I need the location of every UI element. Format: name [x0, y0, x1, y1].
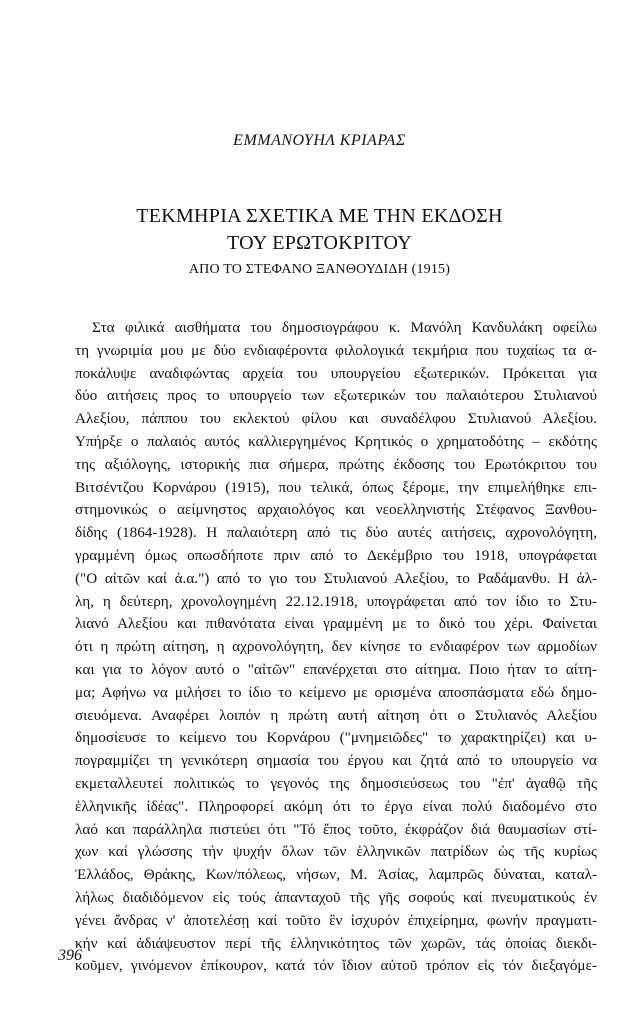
- body-line: Ἑλλάδος, Θράκης, Κων/πόλεως, νήσων, Μ. Ἀσίας, λαμπρῶς δύναται, καταλ-: [75, 866, 597, 884]
- body-line: κοῦμεν, γινόμενον ἐπίκουρον, κατά τόν ἴδιον αὐτοῦ τρόπον εἰς τόν διεξαγόμε-: [75, 957, 597, 975]
- body-line: της αξιόλογης, ιστορικής πια σήμερα, πρώτης έκδοσης του Ερωτόκριτου του: [75, 455, 597, 473]
- body-line: λαό και παράλληλα πιστεύει ότι "Τό ἔπος τοῦτο, ἐκφράζον διά θαυμασίων στί-: [75, 820, 597, 838]
- article-title: [0, 203, 639, 257]
- body-line: Υπήρξε ο παλαιός αυτός καλλιεργημένος Κρητικός ο χρηματοδότης – εκδότης: [75, 432, 597, 450]
- body-line: μα; Αφήνω να μιλήσει το ίδιο το κείμενο με ορισμένα αποσπάσματα εδώ δημο-: [75, 683, 597, 701]
- body-line: γραμμένη όμως οπωσδήποτε πριν από το Δεκέμβριο του 1918, υπογράφεται: [75, 546, 597, 564]
- body-line: δύο αιτήσεις προς το υπουργείο των εξωτερικών του παλαιότερου Στυλιανού: [75, 387, 597, 405]
- body-line: Βιτσέντζου Κορνάρου (1915), που τελικά, όπως ξέρομε, την επιμελήθηκε επι-: [75, 478, 597, 496]
- article-subtitle: ΑΠΟ ΤΟ ΣΤΕΦΑΝΟ ΞΑΝΘΟΥΔΙΔΗ (1915): [188, 262, 451, 277]
- body-line: ότι η πρώτη αίτηση, η αχρονολόγητη, δεν κίνησε το ενδιαφέρον των αρμοδίων: [75, 638, 597, 656]
- page-number: 396: [58, 947, 82, 964]
- body-paragraph: [75, 317, 597, 978]
- body-line: ("Ο αἰτῶν καί ἀ.α.") από το γιο του Στυλιανού Αλεξίου, το Ραδάμανθυ. Η άλ-: [75, 569, 597, 587]
- body-line: λιανό Αλεξίου και πιθανότατα είναι γραμμένη με το δικό του χέρι. Φαίνεται: [75, 615, 597, 633]
- title-line-1: ΤΕΚΜΗΡΙΑ ΣΧΕΤΙΚΑ ΜΕ ΤΗΝ ΕΚΔΟΣΗ: [136, 205, 503, 227]
- body-line: λη, η δεύτερη, χρονολογημένη 22.12.1918, υπογράφεται από τον ίδιο το Στυ-: [75, 592, 597, 610]
- body-line: πογραμμίζει τη γενικότερη σημασία του έργου και ζητά από το υπουργείο να: [75, 752, 597, 770]
- author-name: ΕΜΜΑΝΟΥΗΛ ΚΡΙΑΡΑΣ: [233, 132, 406, 149]
- body-line: τη γνωριμία μου με δύο ενδιαφέροντα φιλολογικά τεκμήρια που τυχαίως τα α-: [75, 341, 597, 359]
- body-line: δίδης (1864-1928). Η παλαιότερη από τις δύο αυτές αιτήσεις, αχρονολόγητη,: [75, 524, 597, 542]
- body-line: δημοσίευσε το κείμενο του Κορνάρου ("μνημειῶδες" το χαρακτηρίζει) και υ-: [75, 729, 597, 747]
- body-line: σιευόμενα. Αναφέρει λοιπόν η πρώτη αυτή αίτηση ότι ο Στυλιανός Αλεξίου: [75, 706, 597, 724]
- body-line: ποκάλυψε αναδιφώντας αρχεία του υπουργείου εξωτερικών. Πρόκειται για: [75, 364, 597, 382]
- body-line: χων καί γλώσσης τήν ψυχήν ὅλων τῶν ἑλληνικῶν πατρίδων ὡς τῆς κυρίως: [75, 843, 597, 861]
- body-line: γένει ἄνδρας ν' ἀποτελέσῃ καί τοῦτο ἓν ἰσχυρόν ἐπιχείρημα, φωνήν πραγματι-: [75, 911, 597, 929]
- body-line: Στα φιλικά αισθήματα του δημοσιογράφου κ. Μανόλη Κανδυλάκη οφείλω: [92, 319, 597, 336]
- body-line: λήλως διαδιδόμενον εἰς τούς ἁπανταχοῦ τῆς γῆς σοφούς καί πνευματικούς ἐν: [75, 888, 597, 906]
- body-line: εκμεταλλευτεί πολιτικώς το γεγονός της δημοσιεύσεως του "ἐπ' ἀγαθῷ τῆς: [75, 774, 597, 792]
- body-line: Αλεξίου, πάππου του εκλεκτού φίλου και συναδέλφου Στυλιανού Αλεξίου.: [75, 410, 597, 428]
- title-line-2: ΤΟΥ ΕΡΩΤΟΚΡΙΤΟΥ: [227, 232, 412, 254]
- body-line: στημονικώς ο αείμνηστος αρχαιολόγος και νεοελληνιστής Στέφανος Ξανθου-: [75, 501, 597, 519]
- body-line: και για το λόγον αυτό ο "αἰτῶν" επανέρχεται στο αίτημα. Ποιο ήταν το αίτη-: [75, 660, 597, 678]
- body-line: κήν καί ἀδιάψευστον περί τῆς ἑλληνικότητος τῶν χωρῶν, τάς ὁποίας διεκδι-: [75, 934, 597, 952]
- body-line: ἑλληνικῆς ἰδέας". Πληροφορεί ακόμη ότι το έργο είναι πολύ διαδομένο στο: [75, 797, 597, 815]
